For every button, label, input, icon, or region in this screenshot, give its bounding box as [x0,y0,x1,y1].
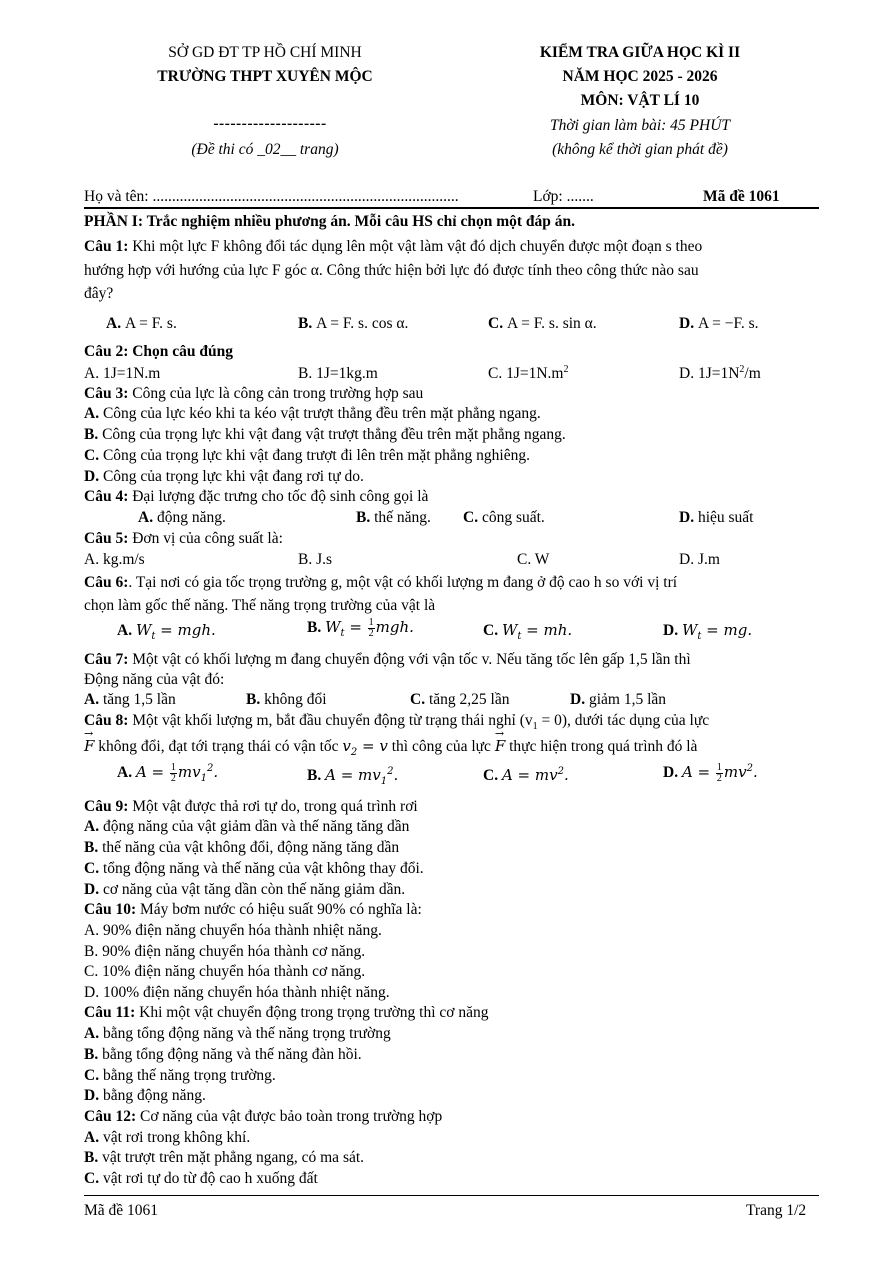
q4-option-d: D. hiệu suất [679,509,754,526]
q6-option-b: B. $W_t$ = $\frac{1}{2}$ mgh. [307,617,414,640]
q9-option-b: B. thế năng của vật không đổi, động năng tăng dần [84,839,400,856]
q2-option-b: B. 1J=1kg.m [298,365,378,382]
question-7: Câu 7: Một vật có khối lượng m đang chuyển động với vận tốc v. Nếu tăng tốc lên gấp 1,5 lần thì [84,651,691,668]
q11-option-a: A. bằng tổng động năng và thế năng trọng trường [84,1025,391,1042]
q4-option-a: A. động năng. [138,509,226,526]
q4-option-c: C. công suất. [463,509,545,526]
q8-option-c: C. $A = mv^2$. [483,766,569,784]
question-6-line2: chọn làm gốc thế năng. Thế năng trọng trường của vật là [84,597,436,614]
footer-exam-code: Mã đề 1061 [84,1202,159,1219]
exam-title: KIỂM TRA GIỮA HỌC KÌ II [539,44,741,61]
question-8-line2: → F không đổi, đạt tới trạng thái có vận tốc $v_2 = v$ thì công của lực → F thực hiện trong quá trình đó là [84,739,697,755]
q8-option-b: B. $A = mv_1^2$. [307,766,399,787]
footer-divider [84,1195,819,1196]
q3-option-b: B. Công của trọng lực khi vật đang vật trượt thẳng đều trên mặt phẳng ngang. [84,426,566,443]
class-field: Lớp: ....... [533,188,594,205]
q10-option-d: D. 100% điện năng chuyển hóa thành nhiệt năng. [84,984,390,1001]
q12-option-a: A. vật rơi trong không khí. [84,1129,251,1146]
q3-option-d: D. Công của trọng lực khi vật đang rơi tự do. [84,468,364,485]
question-1-line2: hướng hợp với hướng của lực F góc α. Công thức hiện bởi lực đó được tính theo công thức nào sau [84,262,699,279]
q5-option-a: A. kg.m/s [84,551,145,568]
q1-option-d: D. A = −F. s. [679,315,759,332]
q7-option-b: B. không đổi [246,691,327,708]
q5-option-d: D. J.m [679,551,720,568]
subject: MÔN: VẬT LÍ 10 [580,92,700,109]
question-3: Câu 3: Công của lực là công cản trong trường hợp sau [84,385,424,402]
q1-option-c: C. A = F. s. sin α. [488,315,597,332]
header-divider [84,207,819,209]
q11-option-c: C. bằng thế năng trọng trường. [84,1067,276,1084]
q11-option-d: D. bằng động năng. [84,1087,206,1104]
question-8: Câu 8: Một vật khối lượng m, bắt đầu chuyển động từ trạng thái nghỉ $(v_1 = 0)$, dưới tác dụng của lực [84,712,710,733]
q10-option-c: C. 10% điện năng chuyển hóa thành cơ năng. [84,963,366,980]
exam-time-note: (không kể thời gian phát đề) [552,141,728,158]
name-field: Họ và tên: ............................................................................... [84,188,459,205]
q10-option-a: A. 90% điện năng chuyển hóa thành nhiệt năng. [84,922,382,939]
q11-option-b: B. bằng tổng động năng và thế năng đàn hồi. [84,1046,362,1063]
q2-option-c: C. $1J=1N.m^2$ [488,363,569,382]
question-10: Câu 10: Máy bơm nước có hiệu suất 90% có nghĩa là: [84,901,422,918]
question-12: Câu 12: Cơ năng của vật được bảo toàn trong trường hợp [84,1108,443,1125]
q2-option-a: A. 1J=1N.m [84,365,161,382]
question-1-line3: đây? [84,285,114,302]
q1-option-a: A. A = F. s. [106,315,177,332]
q4-option-b: B. thế năng. [356,509,431,526]
q3-option-c: C. Công của trọng lực khi vật đang trượt đi lên trên mặt phẳng nghiêng. [84,447,530,464]
footer-page-number: Trang 1/2 [746,1202,807,1219]
question-4: Câu 4: Đại lượng đặc trưng cho tốc độ sinh công gọi là [84,488,429,505]
question-9: Câu 9: Một vật được thả rơi tự do, trong quá trình rơi [84,798,418,815]
q5-option-b: B. J.s [298,551,333,568]
q9-option-d: D. cơ năng của vật tăng dần còn thế năng giảm dần. [84,881,406,898]
q6-option-c: C. $W_t$ = mh. [483,621,573,642]
q3-option-a: A. Công của lực kéo khi ta kéo vật trượt thẳng đều trên mặt phẳng ngang. [84,405,541,422]
question-7-line2: Động năng của vật đó: [84,671,225,688]
question-2: Câu 2: Chọn câu đúng [84,343,234,360]
q8-option-a: A. A = $\frac{1}{2}$ $mv_1^2$. [117,762,219,785]
q5-option-c: C. W [517,551,550,568]
q2-option-d: D. $1J=1N^2/m$ [679,363,761,382]
school-year: NĂM HỌC 2025 - 2026 [562,68,718,85]
question-11: Câu 11: Khi một vật chuyển động trong trọng trường thì cơ năng [84,1004,489,1021]
q7-option-d: D. giảm 1,5 lần [570,691,667,708]
q9-option-c: C. tổng động năng và thế năng của vật không thay đổi. [84,860,424,877]
q12-option-c: C. vật rơi tự do từ độ cao h xuống đất [84,1170,318,1187]
q6-option-d: D. $W_t$ = mg. [663,621,753,642]
q6-option-a: A. $W_t$ = mgh. [117,621,216,642]
question-6: Câu 6:. Tại nơi có gia tốc trọng trường g, một vật có khối lượng m đang ở độ cao h so với vị trí [84,574,678,591]
exam-time: Thời gian làm bài: 45 PHÚT [549,117,731,134]
q7-option-a: A. tăng 1,5 lần [84,691,176,708]
header-dashes: -------------------- [213,115,327,132]
school-name: TRƯỜNG THPT XUYÊN MỘC [157,68,373,85]
part-title: PHẦN I: Trắc nghiệm nhiều phương án. Mỗi câu HS chỉ chọn một đáp án. [84,213,575,230]
q7-option-c: C. tăng 2,25 lần [410,691,510,708]
question-1: Câu 1: Khi một lực F không đổi tác dụng lên một vật làm vật đó dịch chuyển được một đoạn s theo [84,238,703,255]
q12-option-b: B. vật trượt trên mặt phẳng ngang, có ma sát. [84,1149,365,1166]
question-5: Câu 5: Đơn vị của công suất là: [84,530,283,547]
page-count-note: (Đề thi có _02__ trang) [191,141,339,158]
q1-option-b: B. A = F. s. cos α. [298,315,409,332]
q9-option-a: A. động năng của vật giảm dần và thế năng tăng dần [84,818,410,835]
q8-option-d: D. A = $\frac{1}{2}$ $mv^2$. [663,762,758,784]
exam-code: Mã đề 1061 [703,188,780,205]
q10-option-b: B. 90% điện năng chuyển hóa thành cơ năng. [84,943,366,960]
school-dept: SỞ GD ĐT TP HỒ CHÍ MINH [168,44,362,61]
